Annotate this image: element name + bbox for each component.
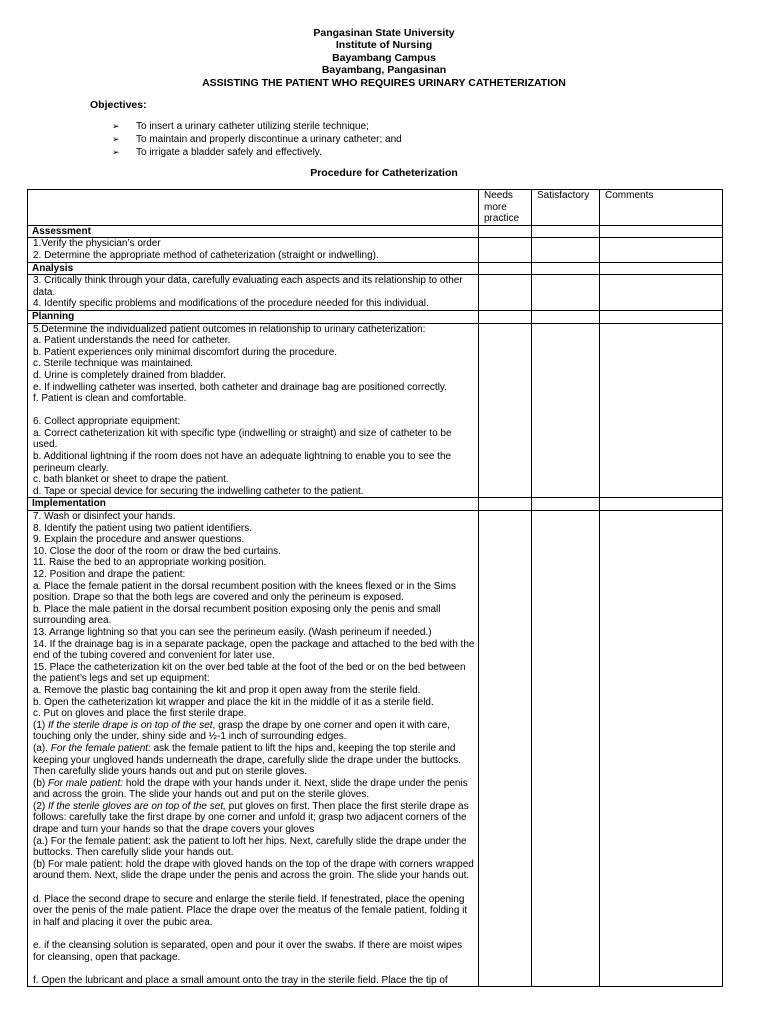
column-header-satisfactory: Satisfactory [532, 190, 600, 226]
campus-location: Bayambang, Pangasinan [321, 64, 447, 77]
needs-practice-cell[interactable] [479, 275, 532, 311]
objectives-heading: Objectives: [90, 99, 147, 111]
column-header-needs-practice: Needs more practice [479, 190, 532, 226]
institute-name: Institute of Nursing [335, 39, 433, 52]
satisfactory-cell[interactable] [532, 323, 600, 498]
comments-cell[interactable] [600, 511, 723, 987]
needs-practice-cell[interactable] [479, 238, 532, 262]
section-row-analysis [28, 262, 723, 275]
needs-practice-cell[interactable] [479, 310, 532, 323]
arrow-bullet-icon: ➢ [112, 134, 120, 144]
procedure-checklist-table [27, 189, 723, 987]
section-row-assessment [28, 225, 723, 238]
satisfactory-cell[interactable] [532, 262, 600, 275]
comments-cell[interactable] [600, 323, 723, 498]
section-row-planning [28, 310, 723, 323]
step-cell: 1.Verify the physician’s order 2. Determine the appropriate method of catheterization (straight or indwelling). [28, 238, 479, 262]
comments-cell[interactable] [600, 275, 723, 311]
comments-cell[interactable] [600, 238, 723, 262]
satisfactory-cell[interactable] [532, 511, 600, 987]
blank-line [33, 963, 475, 975]
header-cell-blank [28, 190, 479, 226]
satisfactory-cell[interactable] [532, 238, 600, 262]
procedure-title: Procedure for Catheterization [310, 167, 458, 179]
comments-cell[interactable] [600, 310, 723, 323]
comments-cell[interactable] [600, 498, 723, 511]
arrow-bullet-icon: ➢ [112, 121, 120, 131]
table-row [28, 275, 723, 311]
column-header-comments: Comments [600, 190, 723, 226]
section-label: Implementation [28, 498, 479, 511]
step-cell: 5.Determine the individualized patient outcomes in relationship to urinary catheterization: a. Patient understands the need for catheter. b. Patient experiences only minimal discomfort during the procedure. c. Sterile technique was maintained. d. Urine is completely drained from bladder. e. If indwelling catheter was inserted, both catheter and drainage bag are positioned correctly. f. Patient is clean and comfortable. 6. Collect appropriate equipment: a. Correct catheterization kit with specific type (indwelling or straight) and size of catheter to be used. b. Additional lightning if the room does not have an adequate lightning to enable you to see the perineum clearly. c. bath blanket or sheet to drape the patient. d. Tape or special device for securing the indwelling catheter to the patient. [28, 323, 479, 498]
table-row [28, 323, 723, 498]
comments-cell[interactable] [600, 262, 723, 275]
document-header [0, 27, 768, 89]
step-cell: 3. Critically think through your data, carefully evaluating each aspects and its relationship to other data. 4. Identify specific problems and modifications of the procedure needed for this individual. [28, 275, 479, 311]
table-row [28, 511, 723, 987]
needs-practice-cell[interactable] [479, 262, 532, 275]
objective-item: ➢ To maintain and properly discontinue a urinary catheter; and [112, 134, 402, 145]
objective-item: ➢ To irrigate a bladder safely and effectively. [112, 147, 322, 158]
campus-name: Bayambang Campus [332, 51, 436, 64]
section-label: Analysis [28, 262, 479, 275]
arrow-bullet-icon: ➢ [112, 147, 120, 157]
section-label: Assessment [28, 225, 479, 238]
satisfactory-cell[interactable] [532, 310, 600, 323]
step-cell: 7. Wash or disinfect your hands. 8. Identify the patient using two patient identifiers. 9. Explain the procedure and answer questions. 10. Close the door of the room or draw the bed curtains. 11. Raise the bed to an appropriate working position. 12. Position and drape the patient: a. Place the female patient in the dorsal recumbent position with the knees flexed or in the Sims position. Drape so that the both legs are covered and only the perineum is exposed. b. Place the male patient in the dorsal recumbent position exposing only the penis and small surrounding area. 13. Arrange lightning so that you can see the perineum easily. (Wash perineum if needed.) 14. If the drainage bag is in a separate package, open the package and attached to the bed with the end of the tubing covered and convenient for later use. 15. Place the catheterization kit on the over bed table at the foot of the bed or on the bed between the patient’s legs and set up equipment: a. Remove the plastic bag containing the kit and prop it open away from the sterile field. b. Open the catheterization kit wrapper and place the kit in the middle of it as a sterile field. c. Put on gloves and place the first sterile drape. (1) If the sterile drape is on top of the set, grasp the drape by one corner and open it with care, touching only the under, shiny side and ½-1 inch of surrounding edges. (a). For the female patient: ask the female patient to lift the hips and, keeping the top sterile and keeping your ungloved hands underneath the drape, carefully slide the drape under the buttocks. Then carefully slide yours hands out and put on sterile gloves. (b) For male patient: hold the drape with your hands under it. Next, slide the drape under the penis and across the groin. The slide your hands out and put on the sterile gloves. (2) If the sterile gloves are on top of the set, put gloves on first. Then place the first sterile drape as follows: carefully take the first drape by one corner and unfold it; grasp two adjacent corners of the drape and turn your hands so that the drape covers your gloves (a.) For the female patient: ask the patient to loft her hips. Next, carefully slide the drape under the buttocks. Then carefully slide your hands out. (b) For male patient: hold the drape with gloved hands on the top of the drape with corners wrapped around them. Next, slide the drape under the penis and across the groin. The slide your hands out. d. Place the second drape to secure and enlarge the sterile field. If fenestrated, place the opening over the penis of the male patient. Place the drape over the meatus of the female patient, folding it in half and placing it over the pubic area. e. if the cleansing solution is separated, open and pour it over the swabs. If there are moist wipes for cleansing, open that package. f. Open the lubricant and place a small amount onto the tray in the sterile field. Place the tip of [28, 511, 479, 987]
section-row-implementation [28, 498, 723, 511]
blank-line [33, 882, 475, 894]
university-name: Pangasinan State University [313, 27, 455, 39]
needs-practice-cell[interactable] [479, 498, 532, 511]
satisfactory-cell[interactable] [532, 225, 600, 238]
needs-practice-cell[interactable] [479, 323, 532, 498]
needs-practice-cell[interactable] [479, 225, 532, 238]
comments-cell[interactable] [600, 225, 723, 238]
needs-practice-cell[interactable] [479, 511, 532, 987]
blank-line [33, 405, 475, 417]
satisfactory-cell[interactable] [532, 498, 600, 511]
objective-item: ➢ To insert a urinary catheter utilizing sterile technique; [112, 121, 369, 132]
table-header-row [28, 190, 723, 226]
table-row [28, 238, 723, 262]
satisfactory-cell[interactable] [532, 275, 600, 311]
objectives-list [112, 120, 402, 159]
blank-line [33, 928, 475, 940]
section-label: Planning [28, 310, 479, 323]
document-title: ASSISTING THE PATIENT WHO REQUIRES URINARY CATHETERIZATION [202, 76, 566, 89]
